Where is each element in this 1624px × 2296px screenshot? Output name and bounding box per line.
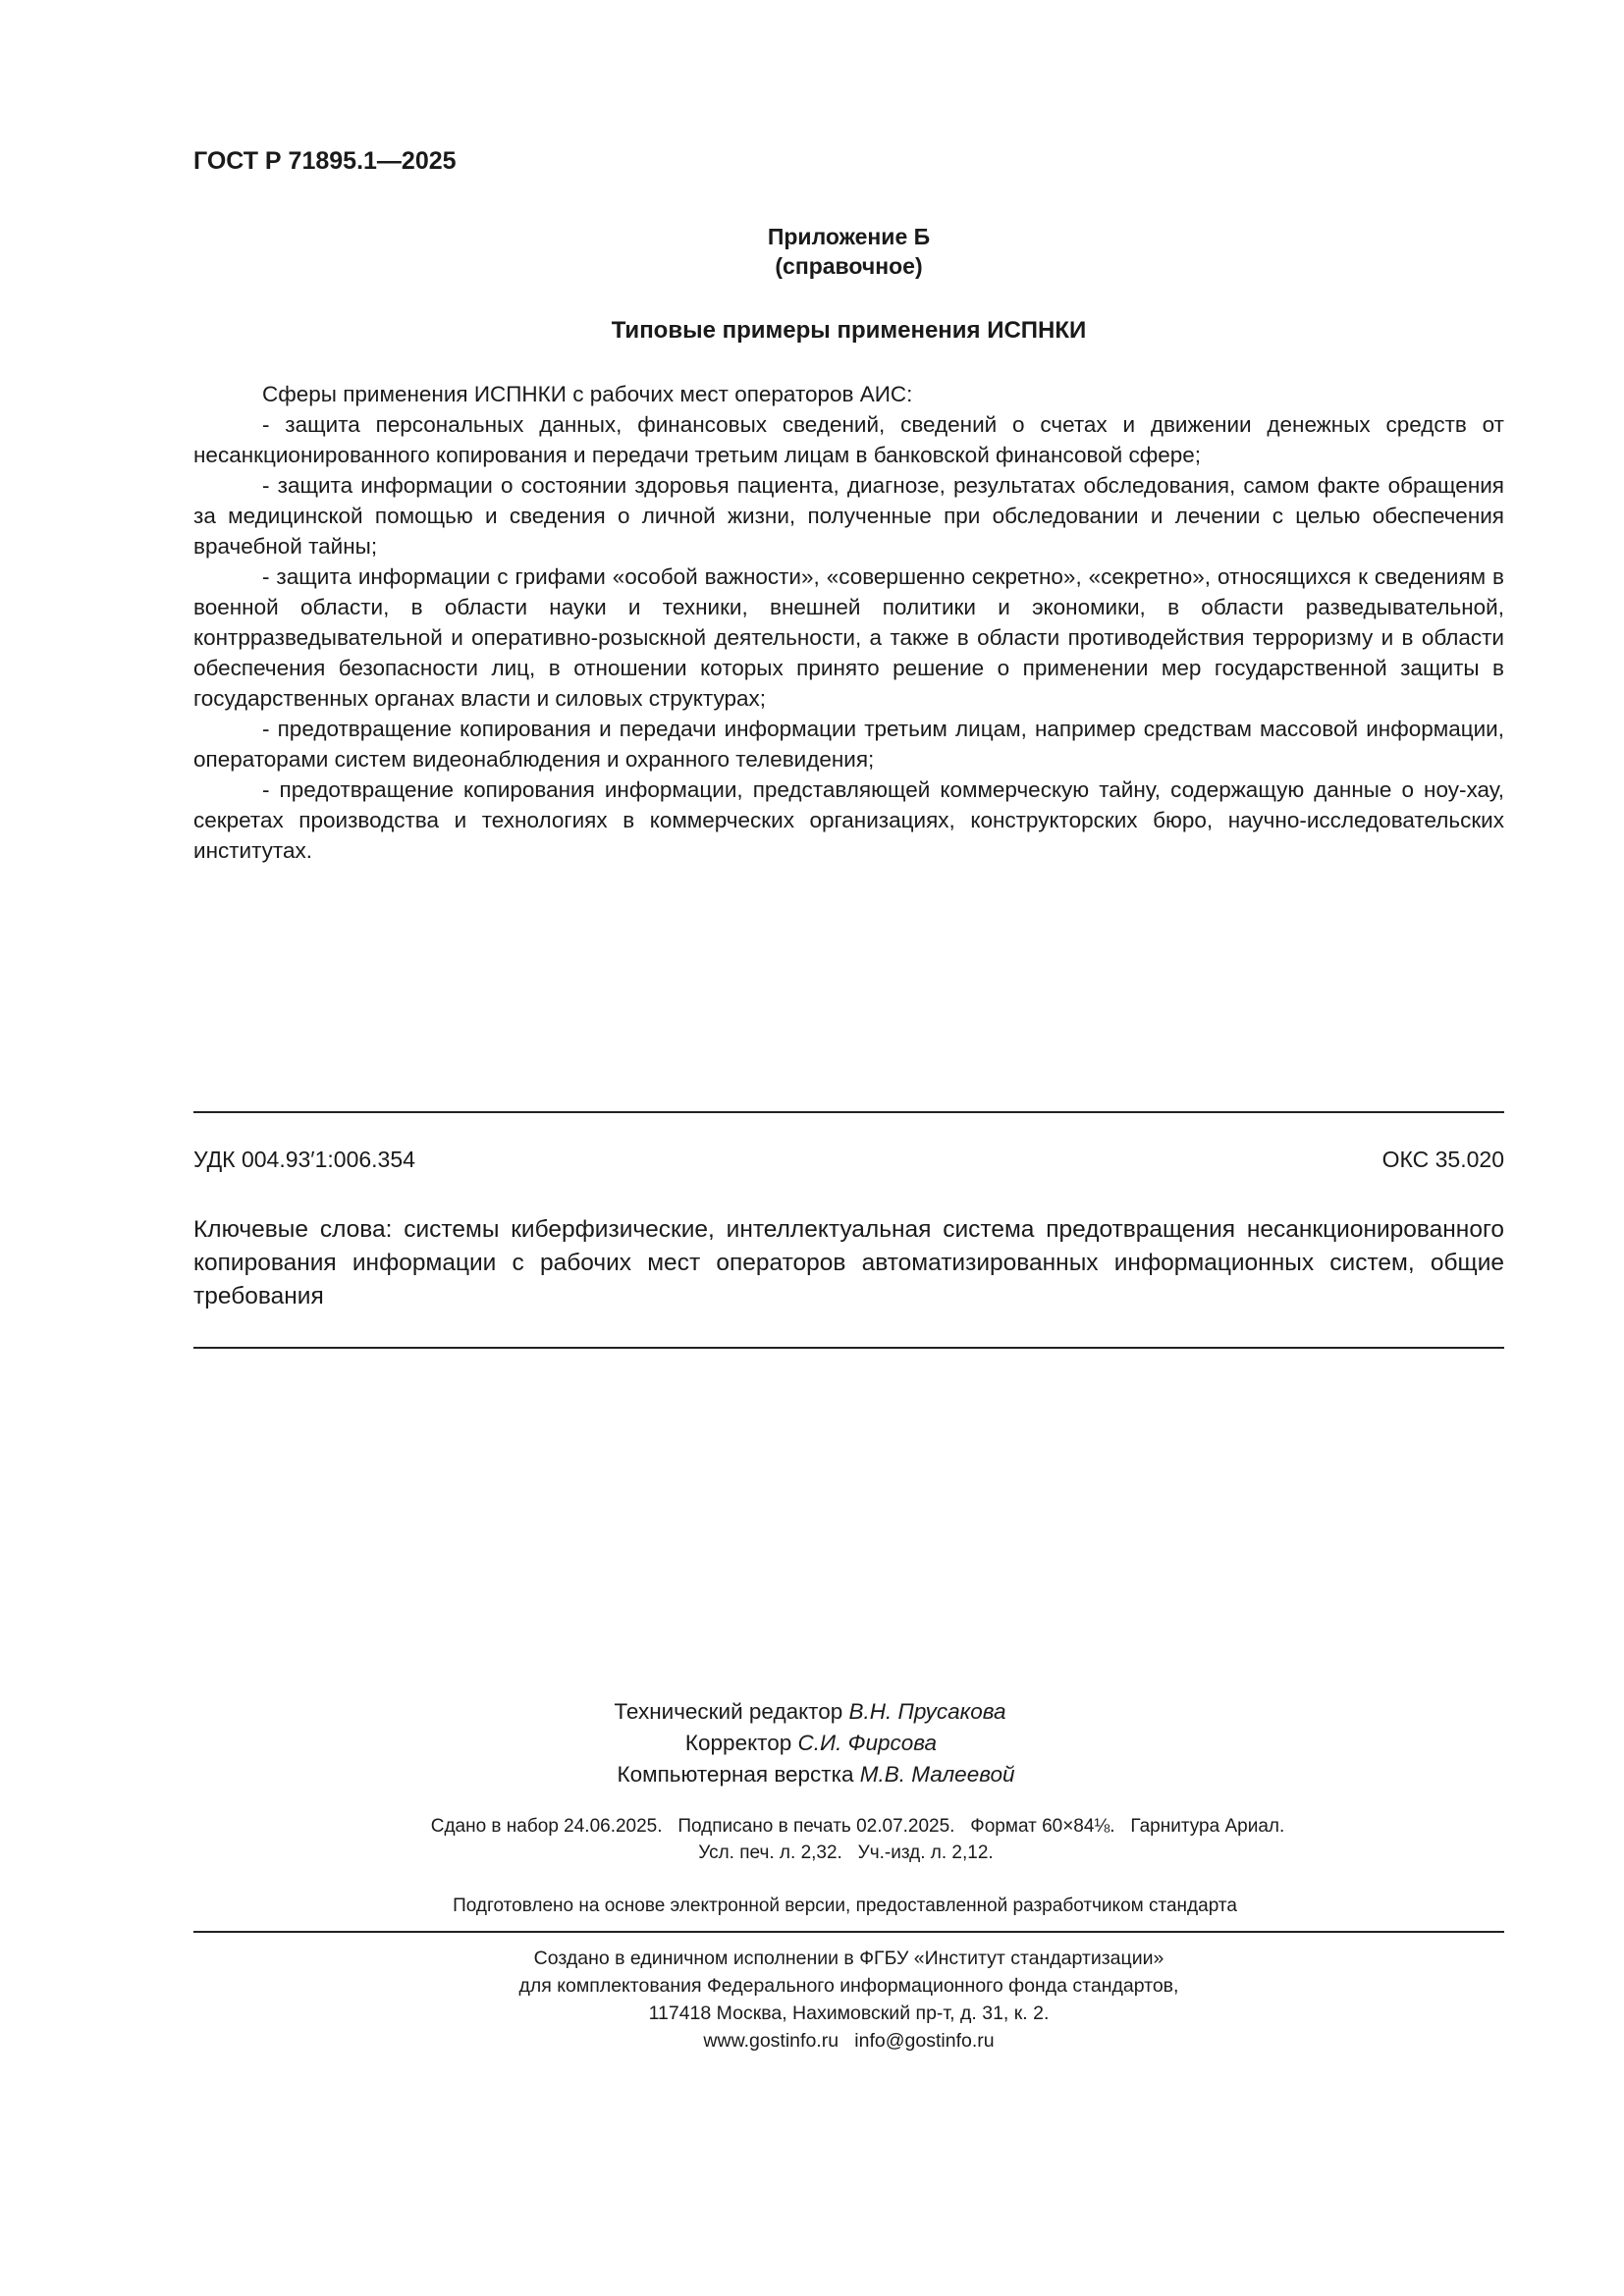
paragraph: - защита персональных данных, финансовых сведений, сведений о счетах и движении денежных средств от несанкционированного копирования и передачи третьим лицам в банковской финансовой сфере; (193, 412, 1504, 467)
divider (193, 1111, 1504, 1113)
producer-line: 117418 Москва, Нахимовский пр-т, д. 31, к. 2. (648, 2002, 1050, 2024)
producer-contacts: www.gostinfo.ru info@gostinfo.ru (703, 2030, 995, 2052)
keywords: Ключевые слова: системы киберфизические, интеллектуальная система предотвращения несанкционированного копирования информации с рабочих мест операторов автоматизированных информационных систем, общие требования (193, 1216, 1504, 1309)
producer-line: Создано в единичном исполнении в ФГБУ «Институт стандартизации» (533, 1948, 1164, 1969)
tech-editor-line (0, 1696, 1622, 1728)
tech-editor-name: В.Н. Прусакова (848, 1699, 1006, 1724)
tech-editor-role: Технический редактор (614, 1699, 843, 1724)
appendix-title: Типовые примеры применения ИСПНКИ (611, 317, 1087, 344)
corrector-name: С.И. Фирсова (797, 1731, 938, 1755)
paragraph: Сферы применения ИСПНКИ с рабочих мест операторов АИС: (262, 382, 913, 406)
paragraph: - защита информации о состоянии здоровья пациента, диагнозе, результатах обследования, самом факте обращения за медицинской помощью и сведения о личной жизни, полученные при обследовании и лечении с целью обеспечения врачебной тайны; (193, 473, 1504, 559)
udk-code: УДК 004.93′1:006.354 (193, 1147, 415, 1172)
layout-role: Компьютерная верстка (617, 1762, 854, 1787)
producer-line: для комплектования Федерального информационного фонда стандартов, (518, 1975, 1179, 1997)
appendix-label: Приложение Б (767, 224, 931, 249)
publishing-line: Сдано в набор 24.06.2025. Подписано в печать 02.07.2025. Формат 60×84⅛. Гарнитура Ариал. (430, 1816, 1285, 1837)
oks-code: ОКС 35.020 (1381, 1147, 1504, 1172)
prepared-note: Подготовлено на основе электронной версии, предоставленной разработчиком стандарта (453, 1896, 1237, 1916)
divider (193, 1347, 1504, 1349)
paragraph: - защита информации с грифами «особой важности», «совершенно секретно», «секретно», относящихся к сведениям в военной области, в области науки и техники, внешней политики и экономики, в области разведывательной, контрразведывательной и оперативно-розыскной деятельности, а также в области противодействия терроризму и в области обеспечения безопасности лиц, в отношении которых принято решение о применении мер государственной защиты в государственных органах власти и силовых структурах; (193, 564, 1504, 711)
publishing-line: Усл. печ. л. 2,32. Уч.-изд. л. 2,12. (698, 1842, 994, 1863)
layout-name: М.В. Малеевой (859, 1762, 1015, 1787)
divider (193, 1931, 1504, 1933)
paragraph: - предотвращение копирования и передачи информации третьим лицам, например средствам массовой информации, операторами систем видеонаблюдения и охранного телевидения; (193, 717, 1504, 772)
corrector-role: Корректор (684, 1731, 792, 1755)
appendix-kind: (справочное) (775, 253, 923, 279)
body-text (193, 379, 1504, 866)
paragraph: - предотвращение копирования информации, представляющей коммерческую тайну, содержащую данные о ноу-хау, секретах производства и технологиях в коммерческих организациях, конструкторских бюро, научно-исследовательских институтах. (193, 777, 1504, 863)
corrector-line (0, 1728, 1623, 1759)
layout-line (4, 1759, 1624, 1790)
producer-info (193, 1945, 1504, 2055)
doc-code: ГОСТ Р 71895.1—2025 (193, 147, 457, 175)
